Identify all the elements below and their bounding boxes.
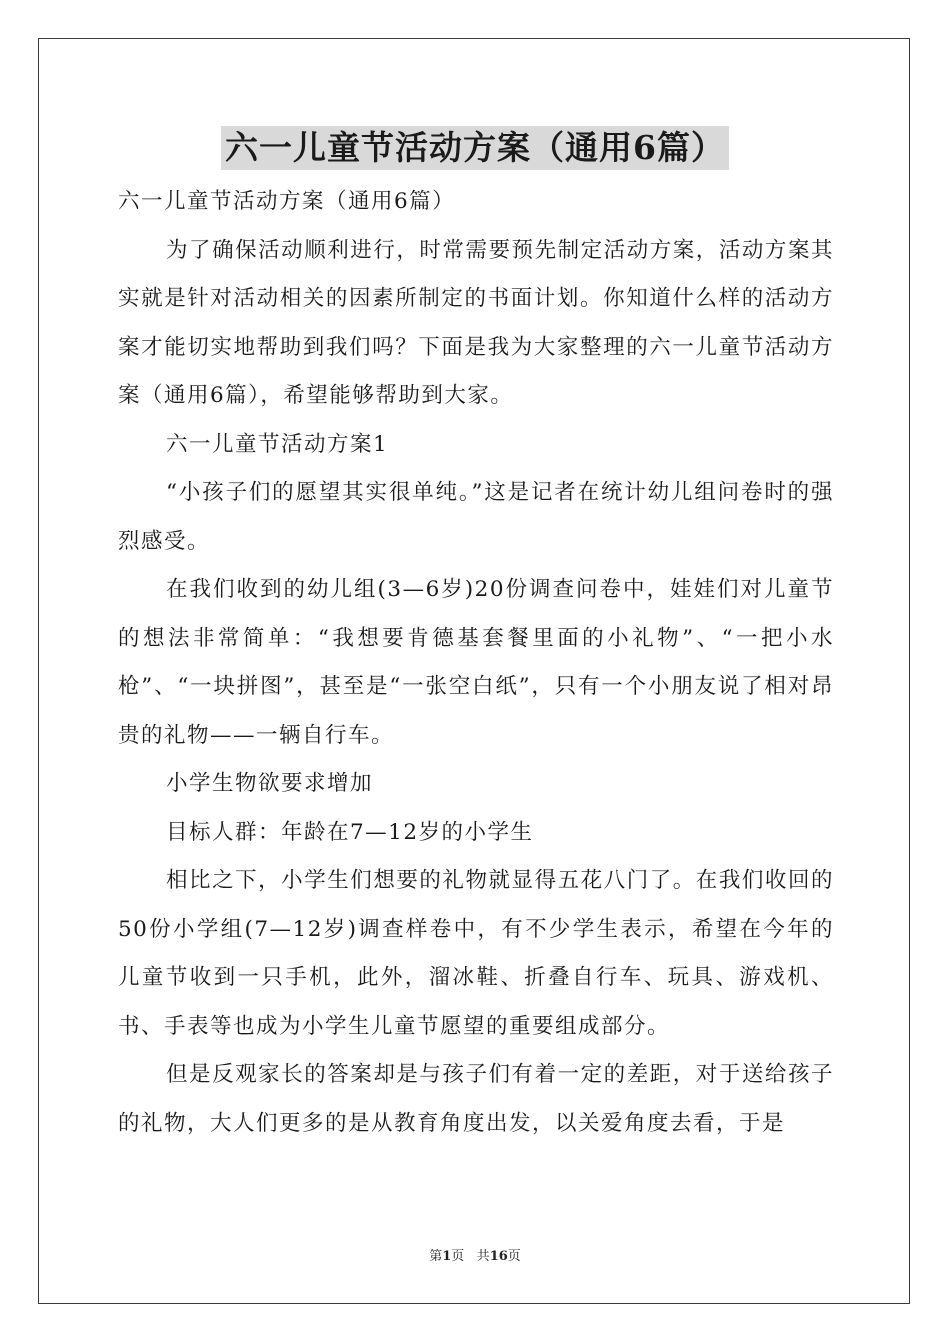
paragraph: 为了确保活动顺利进行，时常需要预先制定活动方案，活动方案其实就是针对活动相关的因素所制定的书面计划。你知道什么样的活动方案才能切实地帮助到我们吗？下面是我为大家整理的六一儿童节活动方案（通用6篇），希望能够帮助到大家。 — [118, 237, 834, 408]
paragraph: 相比之下，小学生们想要的礼物就显得五花八门了。在我们收回的50份小学组(7—12岁)调查样卷中，有不少学生表示，希望在今年的儿童节收到一只手机，此外，溜冰鞋、折叠自行车、玩具、游戏机、书、手表等也成为小学生儿童节愿望的重要组成部分。 — [118, 868, 834, 1039]
subheading: 小学生物欲要求增加 — [166, 771, 374, 796]
paragraph: 六一儿童节活动方案（通用6篇） — [118, 189, 456, 214]
paragraph: “小孩子们的愿望其实很单纯。”这是记者在统计幼儿组问卷时的强烈感受。 — [118, 480, 834, 554]
paragraph: 但是反观家长的答案却是与孩子们有着一定的差距，对于送给孩子的礼物，大人们更多的是从教育角度出发，以关爱角度去看，于是 — [118, 1062, 834, 1136]
paragraph: 目标人群：年龄在7—12岁的小学生 — [166, 819, 534, 845]
page-suffix: 页 — [451, 1249, 465, 1264]
document-body — [118, 178, 834, 1148]
total-pages: 16 — [489, 1249, 508, 1264]
paragraph: 在我们收到的幼儿组(3—6岁)20份调查问卷中，娃娃们对儿童节的想法非常简单：“我想要肯德基套餐里面的小礼物”、“一把小水枪”、“一块拼图”，甚至是“一张空白纸”，只有一个小朋友说了相对昂贵的礼物——一辆自行车。 — [118, 577, 834, 748]
total-suffix: 页 — [507, 1249, 521, 1264]
section-heading: 六一儿童节活动方案1 — [166, 431, 389, 457]
page-number: 1 — [442, 1249, 452, 1264]
document-title: 六一儿童节活动方案（通用6篇） — [221, 126, 729, 170]
page-prefix: 第 — [429, 1249, 443, 1264]
page-footer — [0, 1245, 950, 1264]
title-wrap — [0, 126, 950, 170]
total-prefix: 共 — [476, 1249, 490, 1264]
